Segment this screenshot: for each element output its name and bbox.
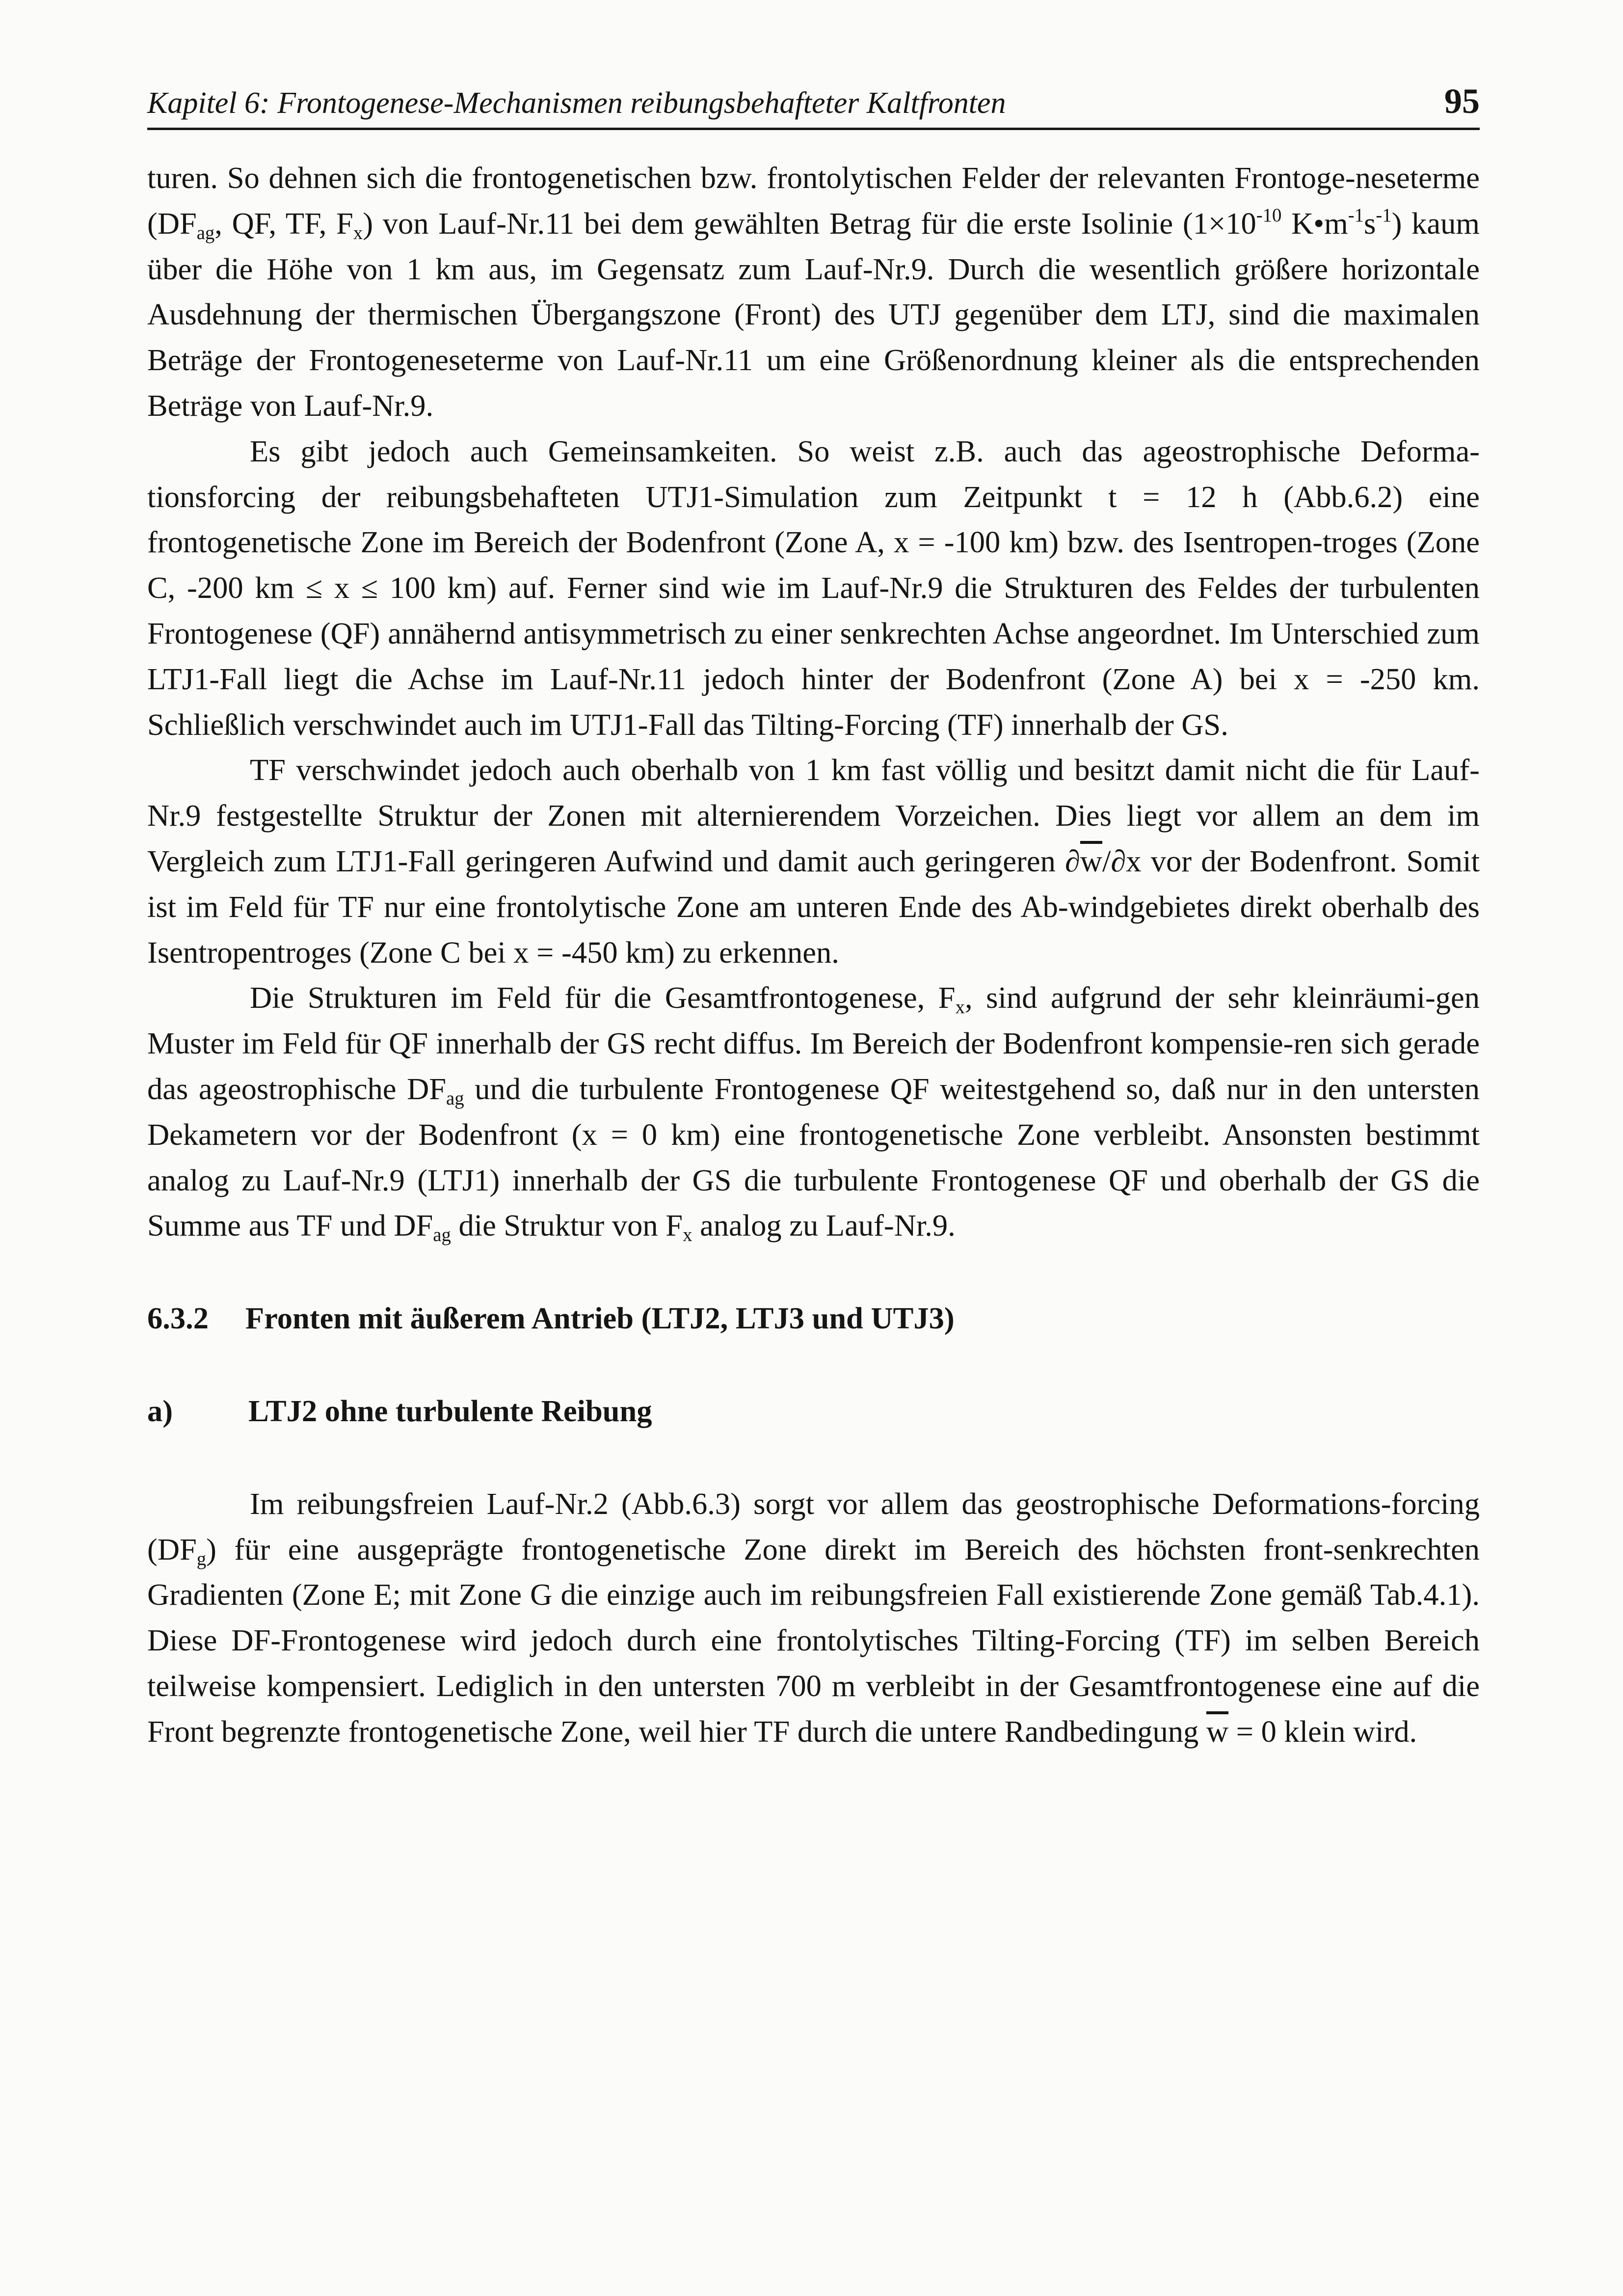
spacer: [147, 1341, 1480, 1388]
paragraph-2: Es gibt jedoch auch Gemeinsamkeiten. So weist z.B. auch das ageostrophische Deforma-tionsforcing der reibungsbehafteten UTJ1-Simulation zum Zeitpunkt t = 12 h (Abb.6.2) eine frontogenetische Zone im Bereich der Bodenfront (Zone A, x = -100 km) bzw. des Isentropen-troges (Zone C, -200 km ≤ x ≤ 100 km) auf. Ferner sind wie im Lauf-Nr.9 die Strukturen des Feldes der turbulenten Frontogenese (QF) annähernd antisymmetrisch zu einer senkrechten Achse angeordnet. Im Unterschied zum LTJ1-Fall liegt die Achse im Lauf-Nr.11 jedoch hinter der Bodenfront (Zone A) bei x = -250 km. Schließlich verschwindet auch im UTJ1-Fall das Tilting-Forcing (TF) innerhalb der GS.: [147, 433, 1480, 742]
chapter-title: Kapitel 6: Frontogenese-Mechanismen reibungsbehafteter Kaltfronten: [147, 86, 1006, 120]
section-number: 6.3.2: [147, 1301, 209, 1336]
subsection-title: LTJ2 ohne turbulente Reibung: [248, 1393, 652, 1428]
paragraph-4: Die Strukturen im Feld für die Gesamtfrontogenese, $F_x$, sind aufgrund der sehr kleinräumi-gen Muster im Feld für QF innerhalb der GS recht diffus. Im Bereich der Bodenfront kompensie-ren sich gerade das ageostrophische $DF_{ag}$ und die turbulente Frontogenese QF weitestgehend so, daß nur in den untersten Dekametern vor der Bodenfront (x = 0 km) eine frontogenetische Zone verbleibt. Ansonsten bestimmt analog zu Lauf-Nr.9 (LTJ1) innerhalb der GS die turbulente Frontogenese QF und oberhalb der GS die Summe aus TF und $DF_{ag}$ die Struktur von $F_x$ analog zu Lauf-Nr.9.: [147, 980, 1480, 1246]
subsection-label: a): [147, 1393, 173, 1428]
page-body: [147, 155, 1480, 1755]
paragraph-3: TF verschwindet jedoch auch oberhalb von 1 km fast völlig und besitzt damit nicht die für Lauf-Nr.9 festgestellte Struktur der Zonen mit alternierendem Vorzeichen. Dies liegt vor allem an dem im Vergleich zum LTJ1-Fall geringeren Aufwind und damit auch geringeren $\partial\overline{w}/\partial x$ vor der Bodenfront. Somit ist im Feld für TF nur eine frontolytische Zone am unteren Ende des Ab-windgebietes direkt oberhalb des Isentropentroges (Zone C bei x = -450 km) zu erkennen.: [147, 753, 1480, 970]
running-header: [147, 82, 1480, 130]
section-title: Fronten mit äußerem Antrieb (LTJ2, LTJ3 und UTJ3): [245, 1301, 955, 1336]
spacer: [147, 1434, 1480, 1481]
spacer: [147, 1248, 1480, 1296]
page-number: 95: [1444, 81, 1480, 121]
section-heading: [147, 1296, 1480, 1341]
paragraph-5: Im reibungsfreien Lauf-Nr.2 (Abb.6.3) sorgt vor allem das geostrophische Deformations-forcing $(DF_g)$ für eine ausgeprägte frontogenetische Zone direkt im Bereich des höchsten front-senkrechten Gradienten (Zone E; mit Zone G die einzige auch im reibungsfreien Fall existierende Zone gemäß Tab.4.1). Diese DF-Frontogenese wird jedoch durch eine frontolytisches Tilting-Forcing (TF) im selben Bereich teilweise kompensiert. Lediglich in den untersten 700 m verbleibt in der Gesamtfrontogenese eine auf die Front begrenzte frontogenetische Zone, weil hier TF durch die untere Randbedingung $\overline{w} = 0$ klein wird.: [147, 1486, 1480, 1749]
paragraph-1: turen. So dehnen sich die frontogenetischen bzw. frontolytischen Felder der relevanten Frontoge-neseterme ($DF_{ag}$, QF, TF, $F_x$) von Lauf-Nr.11 bei dem gewählten Betrag für die erste Isolinie ($1\times 10^{-10}$ $K•m^{-1}s^{-1}$) kaum über die Höhe von 1 km aus, im Gegensatz zum Lauf-Nr.9. Durch die wesentlich größere horizontale Ausdehnung der thermischen Übergangszone (Front) des UTJ gegenüber dem LTJ, sind die maximalen Beträge der Frontogeneseterme von Lauf-Nr.11 um eine Größenordnung kleiner als die entsprechenden Beträge von Lauf-Nr.9.: [147, 161, 1480, 423]
subsection-heading: [147, 1388, 1480, 1434]
